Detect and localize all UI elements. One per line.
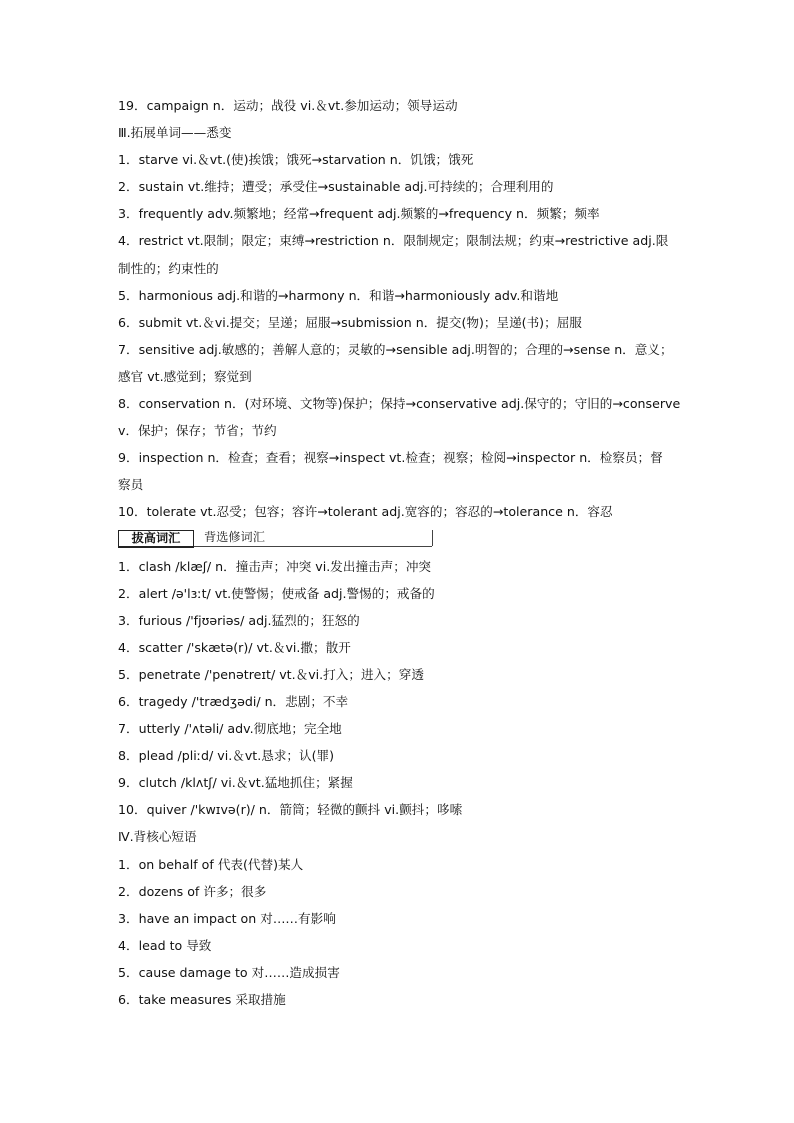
banner-title: 背选修词汇 bbox=[204, 529, 265, 544]
vocab-line-continued: 察员 bbox=[118, 477, 144, 493]
vocabulary-list-advanced bbox=[118, 553, 688, 1014]
vocabulary-list-extended bbox=[118, 92, 688, 526]
vocab-line: 9．clutch /klʌtʃ/ vi.＆vt.猛地抓住；紧握 bbox=[118, 775, 353, 791]
vocab-line: 1．starve vi.＆vt.(使)挨饿；饿死→starvation n．饥饿；饿死 bbox=[118, 152, 474, 168]
vocab-line: 2．alert /ə'lɜːt/ vt.使警惕；使戒备 adj.警惕的；戒备的 bbox=[118, 585, 435, 601]
vocab-line: 3．furious /'fjʊəriəs/ adj.猛烈的；狂怒的 bbox=[118, 612, 360, 628]
vocab-line: 4．scatter /'skætə(r)/ vt.＆vi.撒；散开 bbox=[118, 639, 351, 655]
vocab-line-continued: 感官 vt.感觉到；察觉到 bbox=[118, 368, 252, 384]
vocab-line: 6．submit vt.＆vi.提交；呈递；屈服→submission n．提交(物)；呈递(书)；屈服 bbox=[118, 314, 582, 330]
vocab-line: 3．frequently adv.频繁地；经常→frequent adj.频繁的→frequency n．频繁；频率 bbox=[118, 206, 600, 222]
vocab-line: 7．sensitive adj.敏感的；善解人意的；灵敏的→sensible adj.明智的；合理的→sense n．意义； bbox=[118, 341, 673, 357]
banner-underline bbox=[194, 546, 432, 547]
phrase-line: 6．take measures 采取措施 bbox=[118, 992, 286, 1007]
phrase-line: 1．on behalf of 代表(代替)某人 bbox=[118, 856, 304, 872]
vocab-line: 6．tragedy /'trædʒədi/ n．悲剧；不幸 bbox=[118, 693, 349, 709]
vocab-line: 10．tolerate vt.忍受；包容；容许→tolerant adj.宽容的；容忍的→tolerance n．容忍 bbox=[118, 504, 613, 520]
vocab-line-continued: v．保护；保存；节省；节约 bbox=[118, 423, 277, 439]
vocab-line-continued: 制性的；约束性的 bbox=[118, 260, 219, 276]
vocab-line: 1．clash /klæʃ/ n．撞击声；冲突 vi.发出撞击声；冲突 bbox=[118, 558, 432, 574]
document-page bbox=[118, 92, 688, 1013]
vocab-line: 2．sustain vt.维持；遭受；承受住→sustainable adj.可持续的；合理利用的 bbox=[118, 179, 554, 195]
section-heading-expanded-words: Ⅲ.拓展单词——悉变 bbox=[118, 125, 232, 141]
vocab-line: 4．restrict vt.限制；限定；束缚→restriction n．限制规定；限制法规；约束→restrictive adj.限 bbox=[118, 233, 669, 249]
section-heading-core-phrases: Ⅳ.背核心短语 bbox=[118, 829, 197, 845]
phrase-line: 4．lead to 导致 bbox=[118, 937, 212, 953]
vocab-line: 8．plead /pliːd/ vi.＆vt.恳求；认(罪) bbox=[118, 748, 335, 764]
phrase-line: 2．dozens of 许多；很多 bbox=[118, 883, 267, 899]
section-banner bbox=[118, 530, 688, 547]
vocab-line: 19．campaign n．运动；战役 vi.＆vt.参加运动；领导运动 bbox=[118, 98, 458, 113]
phrase-line: 3．have an impact on 对……有影响 bbox=[118, 910, 336, 926]
phrase-line: 5．cause damage to 对……造成损害 bbox=[118, 964, 340, 980]
vocab-line: 8．conservation n．(对环境、文物等)保护；保持→conservative adj.保守的；守旧的→conserve bbox=[118, 396, 681, 412]
vocab-line: 7．utterly /'ʌtəli/ adv.彻底地；完全地 bbox=[118, 721, 342, 737]
vocab-line: 5．penetrate /'penətreɪt/ vt.＆vi.打入；进入；穿透 bbox=[118, 666, 424, 682]
vocab-line: 9．inspection n．检查；查看；视察→inspect vt.检查；视察；检阅→inspector n．检察员；督 bbox=[118, 450, 663, 466]
vocab-line: 10．quiver /'kwɪvə(r)/ n．箭筒；轻微的颤抖 vi.颤抖；哆嗦 bbox=[118, 802, 463, 818]
banner-end-bar bbox=[432, 530, 433, 546]
banner-tag: 拔高词汇 bbox=[118, 530, 194, 548]
vocab-line: 5．harmonious adj.和谐的→harmony n．和谐→harmoniously adv.和谐地 bbox=[118, 287, 559, 303]
